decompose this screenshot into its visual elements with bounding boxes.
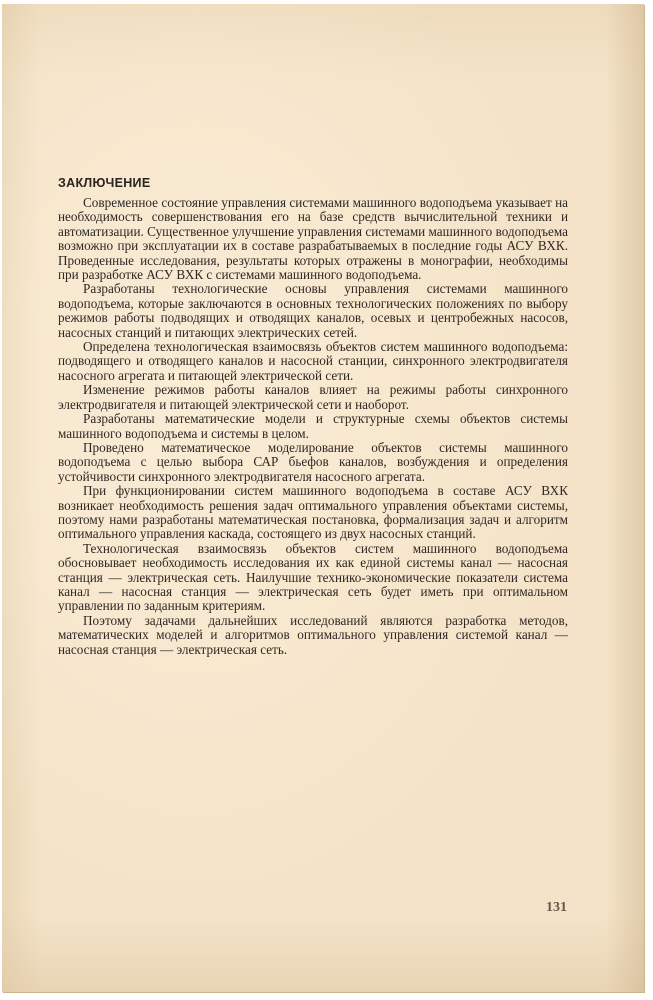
paragraph: Разработаны технологические основы управления системами машинного водоподъема, которые заключаются в основных технологических положениях по выбору режимов работы подводящих и отводящих каналов, осевых и центробежных насосов, насосных станций и питающих электрических сетей. <box>58 281 568 340</box>
paragraph: Технологическая взаимосвязь объектов систем машинного водоподъема обосновывает необходимость исследования их как единой системы канал — насосная станция — электрическая сеть. Наилучшие технико-экономические показатели система канал — насосная станция — электрическая сеть будет иметь при оптимальном управлении по заданным критериям. <box>58 540 568 614</box>
paragraph: Проведено математическое моделирование объектов системы машинного водоподъема с целью выбора САР бьефов каналов, возбуждения и определения устойчивости синхронного электродвигателя насосного агрегата. <box>58 439 568 484</box>
paragraph: Современное состояние управления системами машинного водоподъема указывает на необходимость совершенствования его на базе средств вычислительной техники и автоматизации. Существенное улучшение управления системами машинного водоподъема возможно при эксплуатации их в составе разрабатываемых в последние годы АСУ ВХК. Проведенные исследования, результаты которых отражены в монографии, необходимы при разработке АСУ ВХК с системами машинного водоподъема. <box>58 195 568 283</box>
paragraph: Определена технологическая взаимосвязь объектов систем машинного водоподъема: подводящего и отводящего каналов и насосной станции, синхронного электродвигателя насосного агрегата и питающей электрической сети. <box>58 339 568 383</box>
paragraph: При функционировании систем машинного водоподъема в составе АСУ ВХК возникает необходимость решения задач оптимального управления объектами системы, поэтому нами разработаны математическая постановка, формализация задач и алгоритм оптимального управления каскада, состоящего из двух насосных станций. <box>58 483 568 542</box>
page-number: 131 <box>546 900 567 915</box>
paragraph: Разработаны математические модели и структурные схемы объектов системы машинного водоподъема и системы в целом. <box>58 411 568 441</box>
body-text <box>58 196 568 657</box>
paragraph: Поэтому задачами дальнейших исследований являются разработка методов, математических моделей и алгоритмов оптимального управления системой канал — насосная станция — электрическая сеть. <box>58 612 568 657</box>
document-page <box>2 4 644 992</box>
section-heading: ЗАКЛЮЧЕНИЕ <box>58 176 151 190</box>
paragraph: Изменение режимов работы каналов влияет на режимы работы синхронного электродвигателя и питающей электрической сети и наоборот. <box>58 382 568 412</box>
